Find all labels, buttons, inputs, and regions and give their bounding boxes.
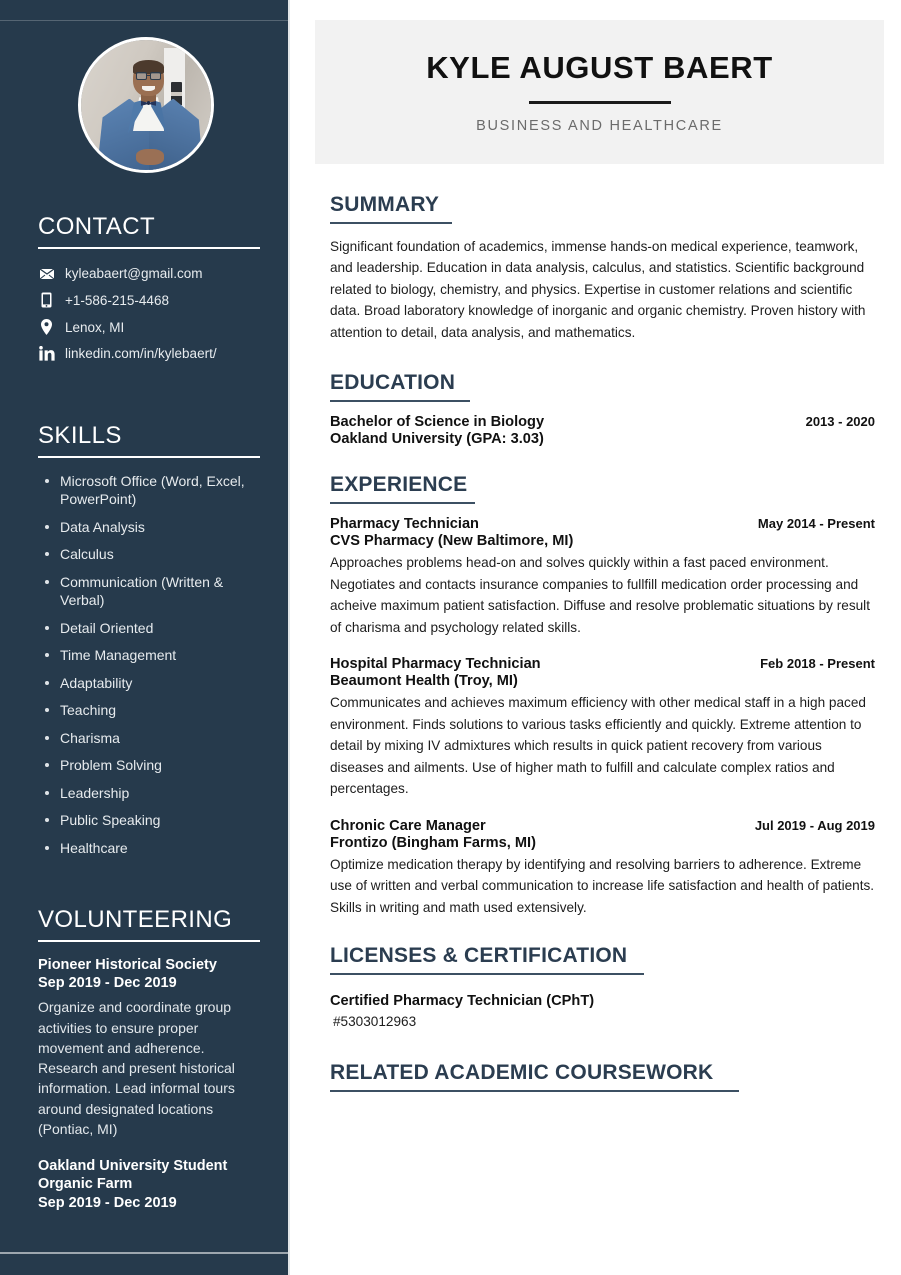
volunteering-title: Pioneer Historical Society — [38, 957, 217, 973]
list-item: Leadership — [38, 784, 260, 802]
experience-employer: CVS Pharmacy (New Baltimore, MI) — [330, 533, 574, 550]
contact-heading-rule — [38, 247, 260, 249]
avatar — [78, 37, 214, 173]
license-number: #5303012963 — [333, 1013, 417, 1029]
sidebar-bottom-divider — [0, 1252, 288, 1254]
skills-heading-rule — [38, 456, 260, 458]
list-item: Communication (Written & Verbal) — [38, 573, 260, 610]
education-degree: Bachelor of Science in Biology — [330, 414, 545, 431]
location-pin-icon — [38, 319, 55, 335]
sidebar — [0, 0, 288, 1275]
experience-dates: Feb 2018 - Present — [760, 656, 875, 672]
licenses-section — [330, 944, 875, 1029]
list-item: Detail Oriented — [38, 619, 260, 637]
education-heading: EDUCATION — [330, 371, 456, 395]
contact-section — [38, 213, 260, 372]
skills-section — [38, 422, 260, 866]
contact-heading: CONTACT — [38, 213, 156, 240]
license-name: Certified Pharmacy Technician (CPhT) — [330, 992, 595, 1009]
coursework-heading: RELATED ACADEMIC COURSEWORK — [330, 1060, 714, 1084]
experience-dates: May 2014 - Present — [757, 516, 875, 532]
list-item: Teaching — [38, 701, 260, 719]
volunteering-description: Organize and coordinate group activities to ensure proper movement and adherence. Research and present historical information. Lead informal tours around designated locations (Pontiac, MI) — [38, 999, 235, 1138]
experience-description: Approaches problems head-on and solves quickly within a fast paced environment. Negotiates and contacts insurance companies to fullfill medication order processing and acheive maximum patient satisfaction. Diffuse and resolve problematic situations by result of charisma and psychology related skills. — [330, 555, 870, 635]
list-item: Data Analysis — [38, 518, 260, 536]
contact-email-text: kyleabaert@gmail.com — [65, 266, 203, 281]
mobile-phone-icon — [38, 292, 55, 308]
contact-list — [38, 266, 260, 361]
licenses-heading: LICENSES & CERTIFICATION — [330, 943, 628, 967]
licenses-heading-rule — [330, 973, 644, 975]
header-subtitle: BUSINESS AND HEALTHCARE — [476, 118, 723, 134]
experience-title: Chronic Care Manager — [330, 817, 486, 834]
experience-employer: Frontizo (Bingham Farms, MI) — [330, 834, 536, 851]
sidebar-top-divider — [0, 20, 288, 21]
experience-description: Communicates and achieves maximum efficiency with other medical staff in a high paced environment. Finds solutions to various tasks efficiently and quickly. Extreme attention to detail by mixing IV admixtures which results in quick patient recovery from various diseases and ailments. Use of higher math to fulfill and calculate complex ratios and percentages. — [330, 695, 866, 797]
license-entry — [330, 993, 875, 1029]
list-item: Time Management — [38, 646, 260, 664]
volunteering-title: Oakland University Student Organic Farm — [38, 1158, 228, 1193]
experience-employer: Beaumont Health (Troy, MI) — [330, 673, 518, 690]
summary-heading: SUMMARY — [330, 193, 440, 216]
experience-title: Pharmacy Technician — [330, 516, 479, 533]
list-item: Healthcare — [38, 839, 260, 857]
volunteering-entry — [38, 1157, 260, 1211]
experience-description: Optimize medication therapy by identifying and resolving barriers to adherence. Extreme use of written and verbal communication to increase life satisfaction and health of patients. Skills in writing and math used extensively. — [330, 856, 875, 915]
list-item: Problem Solving — [38, 756, 260, 774]
education-dates: 2013 - 2020 — [805, 414, 875, 430]
profile-photo — [81, 40, 211, 170]
summary-heading-rule — [330, 222, 452, 224]
summary-section — [330, 193, 875, 343]
contact-location-text: Lenox, MI — [65, 319, 125, 335]
linkedin-icon — [38, 346, 55, 361]
coursework-section — [330, 1061, 875, 1092]
experience-heading: EXPERIENCE — [330, 473, 468, 497]
main-content — [290, 0, 901, 1275]
volunteering-heading: VOLUNTEERING — [38, 906, 233, 933]
sections-container — [330, 193, 875, 1092]
list-item: Microsoft Office (Word, Excel, PowerPoint) — [38, 472, 260, 509]
education-heading-rule — [330, 400, 470, 402]
contact-item-location[interactable] — [38, 319, 260, 335]
volunteering-section — [38, 906, 260, 1212]
education-entry — [330, 414, 875, 447]
coursework-heading-rule — [330, 1090, 739, 1092]
contact-item-email[interactable] — [38, 266, 260, 281]
contact-item-phone[interactable] — [38, 292, 260, 308]
experience-title: Hospital Pharmacy Technician — [330, 656, 541, 673]
envelope-icon — [38, 268, 55, 280]
experience-heading-rule — [330, 502, 475, 504]
contact-linkedin-text: linkedin.com/in/kylebaert/ — [65, 346, 217, 361]
education-school: Oakland University (GPA: 3.03) — [330, 431, 544, 448]
experience-entry — [330, 656, 875, 799]
contact-item-linkedin[interactable] — [38, 346, 260, 361]
volunteering-heading-rule — [38, 940, 260, 942]
name-divider — [529, 101, 671, 104]
experience-dates: Jul 2019 - Aug 2019 — [754, 817, 875, 833]
skills-heading: SKILLS — [38, 422, 122, 449]
volunteering-entry — [38, 956, 260, 1139]
list-item: Adaptability — [38, 674, 260, 692]
volunteering-dates: Sep 2019 - Dec 2019 — [38, 1194, 177, 1211]
list-item: Calculus — [38, 545, 260, 563]
name-header-band — [315, 20, 884, 164]
page-title: KYLE AUGUST BAERT — [426, 50, 773, 85]
experience-entry — [330, 516, 875, 638]
education-section — [330, 371, 875, 447]
summary-text: Significant foundation of academics, immense hands-on medical experience, teamwork, and leadership. Education in data analysis, calculus, and statistics. Scientific background related to biology, chemistry, and physics. Expertise in customer relations and scientific data. Broad laboratory knowledge of inorganic and organic chemistry. Proven history with attention to detail, data analysis, and mathematics. — [330, 239, 866, 340]
experience-entry — [330, 818, 875, 918]
list-item: Charisma — [38, 729, 260, 747]
contact-phone-text: +1-586-215-4468 — [65, 292, 169, 308]
skills-list — [38, 472, 260, 857]
experience-section — [330, 473, 875, 918]
volunteering-dates: Sep 2019 - Dec 2019 — [38, 975, 177, 992]
list-item: Public Speaking — [38, 811, 260, 829]
